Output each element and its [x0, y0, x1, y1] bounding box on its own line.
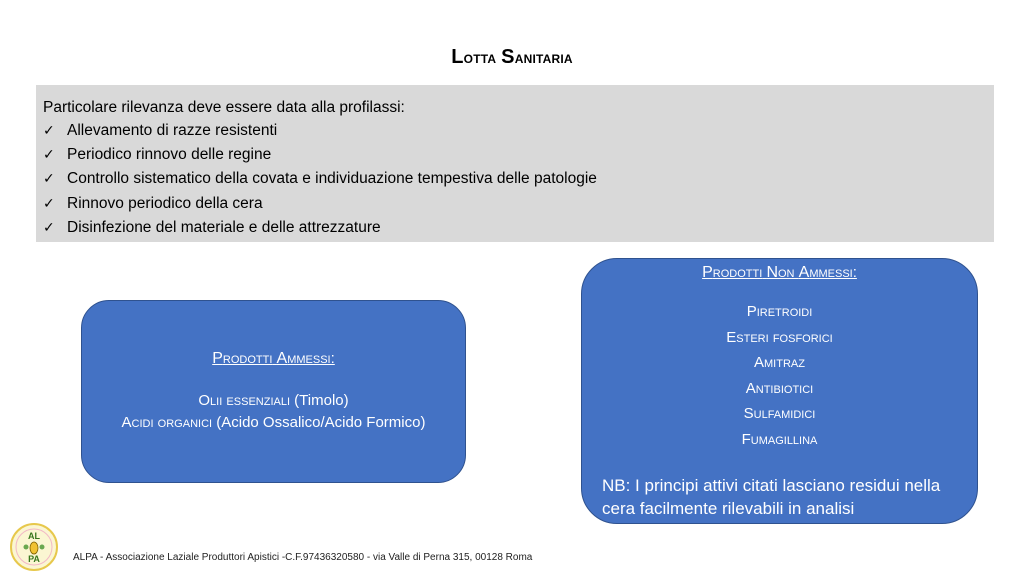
list-item: Amitraz	[754, 354, 805, 371]
checkmark-icon: ✓	[43, 147, 55, 164]
list-item: ✓ Controllo sistematico della covata e individuazione tempestiva delle patologie	[43, 167, 994, 191]
profilassi-intro: Particolare rilevanza deve essere data alla profilassi:	[43, 99, 405, 116]
list-item: ✓ Disinfezione del materiale e delle attrezzature	[43, 216, 994, 240]
list-item: ✓ Periodico rinnovo delle regine	[43, 143, 994, 167]
list-item: Acidi organici (Acido Ossalico/Acido Formico)	[121, 414, 426, 431]
footer-text: ALPA - Associazione Laziale Produttori Apistici -C.F.97436320580 - via Valle di Perna 315, 00128 Roma	[73, 552, 533, 563]
checkmark-icon: ✓	[43, 171, 55, 188]
alpa-logo	[9, 522, 59, 572]
list-item: ✓ Allevamento di razze resistenti	[43, 119, 994, 143]
list-item: Olii essenziali (Timolo)	[198, 392, 349, 409]
prodotti-non-ammessi-heading: Prodotti Non Ammessi:	[702, 264, 857, 281]
prodotti-ammessi-panel	[81, 300, 466, 483]
list-item: Esteri fosforici	[726, 328, 833, 346]
prodotti-ammessi-list	[82, 390, 465, 434]
checkmark-icon: ✓	[43, 123, 55, 139]
checkmark-icon: ✓	[43, 219, 55, 236]
prodotti-non-ammessi-list	[582, 299, 977, 452]
slide-title: Lotta Sanitaria	[451, 46, 573, 68]
residui-note: NB: I principi attivi citati lasciano residui nella cera facilmente rilevabili in analisi	[602, 476, 941, 518]
svg-text:PA: PA	[28, 554, 40, 564]
checkmark-icon: ✓	[43, 195, 55, 212]
list-item: Fumagillina	[741, 430, 818, 448]
list-item: Antibiotici	[745, 379, 814, 397]
profilassi-box	[36, 85, 994, 242]
list-item: ✓ Rinnovo periodico della cera	[43, 192, 994, 216]
svg-text:AL: AL	[28, 531, 40, 541]
list-item: Sulfamidici	[743, 405, 816, 422]
prodotti-ammessi-heading: Prodotti Ammessi:	[212, 350, 335, 367]
prodotti-non-ammessi-panel	[581, 258, 978, 524]
profilassi-list	[43, 119, 994, 240]
list-item: Piretroidi	[746, 303, 813, 320]
